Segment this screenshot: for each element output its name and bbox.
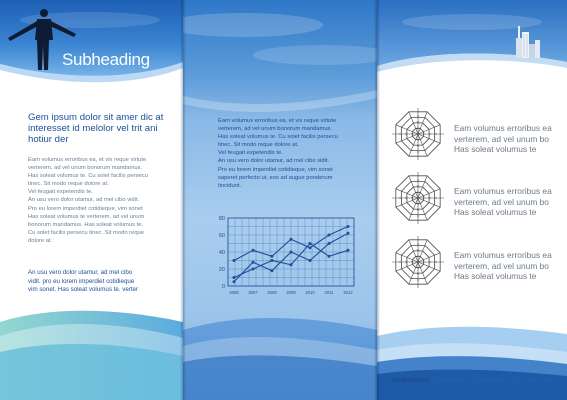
text-line: vim sonet. Has soleat volumus te. verter bbox=[28, 286, 139, 294]
y-tick-label: 80 bbox=[218, 216, 225, 222]
text-line: verterem, ad vel unum bonorum mandamus. bbox=[28, 165, 143, 172]
data-point bbox=[309, 242, 312, 245]
data-point bbox=[290, 238, 293, 241]
data-point bbox=[233, 259, 236, 262]
y-tick-label: 60 bbox=[218, 233, 225, 239]
lead-paragraph: Gem ipsum dolor sit amer dic at interesset id melolor vel trit ani hotiur der bbox=[28, 112, 164, 146]
text-line: Eam volumus erroribus ea bbox=[454, 123, 552, 133]
text-line: bonorum mandamus. Has soleat volumus te. bbox=[28, 221, 144, 228]
data-point bbox=[271, 269, 274, 272]
text-line: Pro eu lorem imperdiet cotidieque, vim sonet bbox=[218, 166, 333, 173]
text-line: Eam volumus erroribus ea, et vix reque virtute bbox=[28, 157, 147, 163]
wave-deep bbox=[183, 355, 377, 400]
line-chart bbox=[212, 212, 362, 300]
text-line: tincidunt. bbox=[218, 182, 242, 189]
radar-diagram bbox=[390, 106, 446, 162]
text-line: Eam volumus erroribus ea bbox=[454, 186, 552, 196]
closing-text-left bbox=[28, 269, 180, 295]
data-point bbox=[347, 225, 350, 228]
x-tick-label: 2008 bbox=[267, 290, 277, 295]
wave-deepest bbox=[377, 370, 567, 400]
data-point bbox=[328, 234, 331, 237]
text-line: Pro eu lorem imperdiet cotidieque, vim sonet bbox=[28, 205, 143, 212]
x-tick-label: 2011 bbox=[324, 290, 334, 295]
text-line: Has soleat volumus te. Cu solet facilis persecu bbox=[28, 173, 148, 180]
panel-middle-art bbox=[183, 0, 377, 400]
text-line: verterem, ad vel unum bonorum mandamus. bbox=[218, 126, 333, 133]
panel-middle bbox=[183, 0, 377, 400]
x-tick-label: 2006 bbox=[229, 290, 239, 295]
x-tick-label: 2010 bbox=[305, 290, 315, 295]
body-text-middle bbox=[218, 117, 368, 190]
fold-line bbox=[180, 0, 186, 400]
data-point bbox=[347, 249, 350, 252]
text-line: verterem, ad vel unum bo bbox=[454, 133, 549, 144]
text-line: Eam volumus erroribus ea bbox=[454, 250, 552, 260]
text-line: Eam volumus erroribus ea, et vix reque virtute bbox=[218, 118, 337, 124]
radar-diagram bbox=[390, 170, 446, 226]
x-tick-label: 2007 bbox=[248, 290, 258, 295]
text-line: An usu vero dolor utamur, ad mel cibo bbox=[28, 269, 133, 276]
footer bbox=[391, 378, 557, 384]
data-point bbox=[309, 246, 312, 249]
data-point bbox=[309, 259, 312, 262]
text-line: Cu solet facilis persecu tinec. Sit modo reque bbox=[28, 229, 144, 236]
text-line: saperet perfecto ut, eos ad augue ponderum bbox=[218, 174, 333, 181]
text-line: Has soleat volumus te. Cu solet facilis persecu bbox=[218, 134, 338, 141]
subheading: Subheading bbox=[62, 50, 150, 69]
y-tick-label: 20 bbox=[218, 267, 225, 273]
footer-text: Dolorem inter et ius ibut erroribus ea et vix reque virtute bbox=[433, 378, 557, 384]
text-line: Vel feugait expetendis te. bbox=[218, 150, 283, 157]
wave-top bbox=[183, 90, 377, 112]
text-line: An usu vero dolor utamur, ad mel cibo vidit. bbox=[28, 197, 140, 204]
text-line: Has soleat volumus te bbox=[454, 144, 537, 155]
text-line: Has soleat volumus te bbox=[454, 207, 537, 218]
radar-caption bbox=[454, 123, 566, 155]
text-line: An usu vero dolor utamur, ad mel cibo vidit. bbox=[218, 158, 330, 165]
data-point bbox=[271, 259, 274, 262]
text-line: tinec. Sit modo reque dolore at. bbox=[28, 181, 109, 188]
text-line: tinec. Sit modo reque dolore at. bbox=[218, 142, 299, 149]
radar-caption bbox=[454, 250, 566, 282]
text-line: verterem, ad vel unum bo bbox=[454, 196, 549, 207]
radar-diagram bbox=[390, 234, 446, 290]
data-point bbox=[328, 255, 331, 258]
data-point bbox=[233, 280, 236, 283]
x-tick-label: 2012 bbox=[343, 290, 353, 295]
data-point bbox=[252, 268, 255, 271]
cloud bbox=[183, 13, 323, 37]
wave-deep bbox=[0, 344, 183, 400]
data-point bbox=[347, 232, 350, 235]
text-line: Has soleat volumus te verterem, ad vel unum bbox=[28, 213, 145, 220]
data-point bbox=[252, 261, 255, 264]
data-point bbox=[290, 251, 293, 254]
radar-caption bbox=[454, 186, 566, 218]
data-point bbox=[271, 255, 274, 258]
cloud bbox=[402, 14, 542, 30]
data-point bbox=[290, 263, 293, 266]
body-text-left bbox=[28, 156, 180, 245]
fold-line bbox=[374, 0, 380, 400]
text-line: dolore at. bbox=[28, 237, 53, 244]
text-line: verterem, ad vel unum bo bbox=[454, 260, 549, 271]
text-line: Has soleat volumus te bbox=[454, 271, 537, 282]
data-point bbox=[233, 276, 236, 279]
data-point bbox=[252, 249, 255, 252]
footer-company: YOURCOMPANY bbox=[391, 378, 431, 384]
cloud bbox=[253, 45, 377, 65]
text-line: Vel feugait expetendis te. bbox=[28, 189, 93, 196]
data-point bbox=[328, 242, 331, 245]
text-line: vidit. pro eu lorem imperdiet cotidieque bbox=[28, 277, 135, 285]
x-tick-label: 2009 bbox=[286, 290, 296, 295]
y-tick-label: 40 bbox=[218, 250, 225, 256]
y-tick-label: 0 bbox=[221, 284, 225, 290]
